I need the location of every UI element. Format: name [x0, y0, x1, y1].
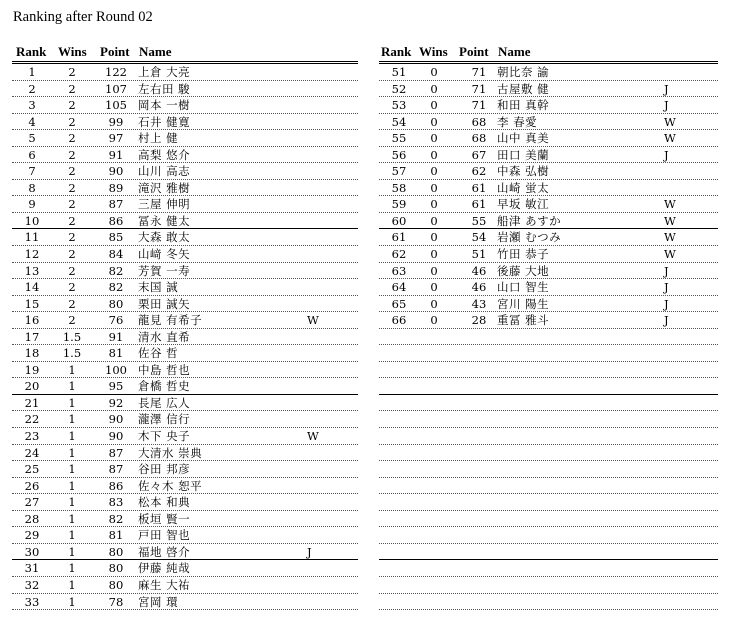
wins-cell: 2	[68, 263, 76, 278]
flag-cell: W	[307, 429, 319, 444]
name-cell: 田口 美蘭	[497, 147, 550, 162]
wins-cell: 1	[68, 445, 76, 460]
wins-cell: 1	[68, 478, 76, 493]
header-wins: Wins	[58, 44, 87, 59]
point-cell: 99	[108, 114, 124, 129]
wins-cell: 0	[430, 98, 438, 113]
wins-cell: 1	[68, 528, 76, 543]
rank-cell: 18	[24, 346, 40, 361]
rank-cell: 12	[24, 247, 40, 262]
rank-cell: 64	[391, 280, 407, 295]
rank-cell: 8	[28, 180, 36, 195]
name-cell: 伊藤 純哉	[138, 561, 191, 576]
point-cell: 71	[471, 65, 487, 79]
table-row	[379, 180, 718, 197]
point-cell: 71	[471, 81, 487, 96]
point-cell: 90	[108, 164, 124, 179]
wins-cell: 1	[68, 379, 76, 394]
wins-cell: 0	[430, 247, 438, 262]
name-cell: 山中 真美	[497, 131, 550, 146]
wins-cell: 2	[68, 98, 76, 113]
flag-cell: W	[307, 313, 319, 328]
table-row	[12, 163, 358, 180]
point-cell: 46	[471, 263, 487, 278]
wins-cell: 0	[430, 164, 438, 179]
wins-cell: 0	[430, 65, 438, 79]
wins-cell: 0	[430, 213, 438, 228]
flag-cell: J	[307, 544, 312, 559]
point-cell: 86	[108, 478, 124, 493]
point-cell: 82	[108, 263, 124, 278]
name-cell: 古屋敷 健	[497, 81, 550, 96]
name-cell: 滝沢 雅樹	[138, 180, 191, 195]
point-cell: 80	[108, 544, 124, 559]
flag-cell: W	[664, 213, 676, 228]
table-row	[12, 544, 358, 561]
point-cell: 68	[471, 114, 487, 129]
table-row	[379, 577, 718, 594]
table-row	[379, 296, 718, 313]
table-row	[12, 329, 358, 346]
rank-cell: 66	[391, 313, 407, 328]
table-row	[12, 345, 358, 362]
point-cell: 54	[471, 230, 487, 245]
point-cell: 28	[471, 313, 487, 328]
point-cell: 122	[105, 65, 127, 79]
rank-cell: 63	[391, 263, 407, 278]
flag-cell: W	[664, 247, 676, 262]
name-cell: 芳賀 一寿	[138, 263, 191, 278]
wins-cell: 0	[430, 313, 438, 328]
flag-cell: J	[664, 296, 669, 311]
rank-cell: 65	[391, 296, 407, 311]
rank-cell: 7	[28, 164, 36, 179]
rank-cell: 17	[24, 329, 40, 344]
name-cell: 谷田 邦彦	[138, 462, 191, 477]
table-row	[379, 196, 718, 213]
wins-cell: 0	[430, 296, 438, 311]
wins-cell: 1.5	[62, 346, 82, 361]
name-cell: 左右田 駿	[138, 81, 191, 96]
rank-cell: 60	[391, 213, 407, 228]
table-row	[12, 81, 358, 98]
point-cell: 87	[108, 445, 124, 460]
table-row	[12, 130, 358, 147]
table-row	[12, 312, 358, 329]
point-cell: 61	[471, 197, 487, 212]
flag-cell: W	[664, 131, 676, 146]
table-row	[379, 97, 718, 114]
point-cell: 62	[471, 164, 487, 179]
wins-cell: 0	[430, 131, 438, 146]
name-cell: 佐々木 恕平	[138, 478, 203, 493]
table-row	[12, 527, 358, 544]
table-row	[12, 594, 358, 611]
rank-cell: 10	[24, 213, 40, 228]
name-cell: 岩瀬 むつみ	[497, 230, 562, 245]
rank-cell: 57	[391, 164, 407, 179]
ranking-table-left	[12, 44, 358, 610]
name-cell: 龍見 有希子	[138, 313, 203, 328]
name-cell: 石井 健寛	[138, 114, 191, 129]
table-row	[379, 461, 718, 478]
table-row	[379, 362, 718, 379]
rank-cell: 16	[24, 313, 40, 328]
rank-cell: 4	[28, 114, 36, 129]
wins-cell: 2	[68, 180, 76, 195]
rank-cell: 14	[24, 280, 40, 295]
table-row	[12, 362, 358, 379]
name-cell: 宮岡 環	[138, 594, 179, 609]
name-cell: 長尾 広人	[138, 395, 191, 410]
table-row	[379, 130, 718, 147]
table-row	[12, 97, 358, 114]
table-body	[379, 64, 718, 610]
wins-cell: 2	[68, 247, 76, 262]
rank-cell: 9	[28, 197, 36, 212]
wins-cell: 1	[68, 577, 76, 592]
wins-cell: 1	[68, 412, 76, 427]
point-cell: 71	[471, 98, 487, 113]
table-row	[379, 64, 718, 81]
rank-cell: 15	[24, 296, 40, 311]
name-cell: 戸田 智也	[138, 528, 191, 543]
name-cell: 朝比奈 諭	[497, 65, 550, 79]
rank-cell: 51	[391, 65, 407, 79]
name-cell: 李 春愛	[497, 114, 538, 129]
name-cell: 山川 高志	[138, 164, 191, 179]
name-cell: 大清水 崇典	[138, 445, 203, 460]
wins-cell: 2	[68, 147, 76, 162]
name-cell: 船津 あすか	[497, 213, 562, 228]
table-row	[379, 395, 718, 412]
point-cell: 86	[108, 213, 124, 228]
name-cell: 高梨 悠介	[138, 147, 191, 162]
table-row	[379, 378, 718, 395]
wins-cell: 0	[430, 114, 438, 129]
name-cell: 三屋 伸明	[138, 197, 191, 212]
point-cell: 81	[108, 528, 124, 543]
name-cell: 松本 和典	[138, 495, 191, 510]
point-cell: 55	[471, 213, 487, 228]
wins-cell: 1	[68, 511, 76, 526]
flag-cell: J	[664, 98, 669, 113]
table-row	[379, 163, 718, 180]
point-cell: 78	[108, 594, 124, 609]
table-row	[12, 378, 358, 395]
wins-cell: 2	[68, 164, 76, 179]
name-cell: 山口 智生	[497, 280, 550, 295]
name-cell: 大森 敢太	[138, 230, 191, 245]
header-rank: Rank	[16, 44, 47, 59]
wins-cell: 2	[68, 81, 76, 96]
table-row	[379, 147, 718, 164]
rank-cell: 59	[391, 197, 407, 212]
table-row	[379, 246, 718, 263]
point-cell: 107	[105, 81, 127, 96]
wins-cell: 2	[68, 213, 76, 228]
wins-cell: 0	[430, 280, 438, 295]
table-row	[379, 114, 718, 131]
point-cell: 87	[108, 462, 124, 477]
point-cell: 89	[108, 180, 124, 195]
table-row	[12, 114, 358, 131]
point-cell: 90	[108, 429, 124, 444]
point-cell: 100	[105, 362, 127, 377]
rank-cell: 27	[24, 495, 40, 510]
wins-cell: 1	[68, 395, 76, 410]
point-cell: 95	[108, 379, 124, 394]
wins-cell: 2	[68, 230, 76, 245]
wins-cell: 0	[430, 81, 438, 96]
wins-cell: 0	[430, 147, 438, 162]
wins-cell: 0	[430, 197, 438, 212]
wins-cell: 2	[68, 65, 76, 79]
point-cell: 68	[471, 131, 487, 146]
rank-cell: 58	[391, 180, 407, 195]
rank-cell: 11	[24, 230, 40, 245]
table-row	[12, 296, 358, 313]
wins-cell: 1	[68, 429, 76, 444]
table-row	[12, 229, 358, 246]
name-cell: 麻生 大祐	[138, 577, 191, 592]
rank-cell: 55	[391, 131, 407, 146]
rank-cell: 28	[24, 511, 40, 526]
point-cell: 43	[471, 296, 487, 311]
wins-cell: 2	[68, 197, 76, 212]
wins-cell: 1	[68, 362, 76, 377]
wins-cell: 2	[68, 296, 76, 311]
table-row	[12, 246, 358, 263]
name-cell: 中島 哲也	[138, 362, 191, 377]
name-cell: 山﨑 冬矢	[138, 247, 191, 262]
table-row	[12, 428, 358, 445]
table-row	[12, 196, 358, 213]
table-row	[379, 81, 718, 98]
rank-cell: 29	[24, 528, 40, 543]
wins-cell: 1	[68, 561, 76, 576]
table-row	[379, 594, 718, 611]
rank-cell: 23	[24, 429, 40, 444]
table-row	[379, 527, 718, 544]
rank-cell: 22	[24, 412, 40, 427]
rank-cell: 56	[391, 147, 407, 162]
name-cell: 岡本 一樹	[138, 98, 191, 113]
rank-cell: 33	[24, 594, 40, 609]
rank-cell: 6	[28, 147, 36, 162]
table-row	[379, 544, 718, 561]
name-cell: 竹田 恭子	[497, 247, 550, 262]
header-name: Name	[139, 44, 172, 59]
table-row	[379, 312, 718, 329]
table-row	[379, 329, 718, 346]
point-cell: 46	[471, 280, 487, 295]
point-cell: 84	[108, 247, 124, 262]
name-cell: 木下 央子	[138, 429, 191, 444]
table-body	[12, 64, 358, 610]
point-cell: 61	[471, 180, 487, 195]
rank-cell: 24	[24, 445, 40, 460]
table-row	[12, 263, 358, 280]
wins-cell: 1.5	[62, 329, 82, 344]
header-name: Name	[498, 44, 531, 59]
wins-cell: 2	[68, 280, 76, 295]
wins-cell: 0	[430, 263, 438, 278]
page-title: Ranking after Round 02	[13, 9, 153, 25]
point-cell: 81	[108, 346, 124, 361]
flag-cell: W	[664, 197, 676, 212]
table-row	[12, 147, 358, 164]
wins-cell: 0	[430, 230, 438, 245]
name-cell: 冨永 健太	[138, 213, 191, 228]
ranking-table-right	[379, 44, 718, 610]
table-row	[12, 560, 358, 577]
rank-cell: 31	[24, 561, 40, 576]
flag-cell: J	[664, 263, 669, 278]
rank-cell: 13	[24, 263, 40, 278]
table-row	[379, 560, 718, 577]
table-row	[379, 345, 718, 362]
name-cell: 倉橋 哲史	[138, 379, 191, 394]
header-point: Point	[100, 44, 130, 59]
point-cell: 82	[108, 280, 124, 295]
rank-cell: 30	[24, 544, 40, 559]
name-cell: 福地 啓介	[138, 544, 191, 559]
table-row	[379, 411, 718, 428]
point-cell: 80	[108, 577, 124, 592]
flag-cell: W	[664, 230, 676, 245]
header-rank: Rank	[381, 44, 412, 59]
name-cell: 清水 直希	[138, 329, 191, 344]
point-cell: 91	[108, 147, 124, 162]
point-cell: 97	[108, 131, 124, 146]
point-cell: 82	[108, 511, 124, 526]
table-row	[12, 494, 358, 511]
rank-cell: 52	[391, 81, 407, 96]
wins-cell: 0	[430, 180, 438, 195]
rank-cell: 1	[28, 65, 36, 79]
table-row	[379, 511, 718, 528]
name-cell: 重冨 雅斗	[497, 313, 550, 328]
table-row	[379, 478, 718, 495]
rank-cell: 62	[391, 247, 407, 262]
point-cell: 76	[108, 313, 124, 328]
table-row	[12, 411, 358, 428]
wins-cell: 1	[68, 462, 76, 477]
table-row	[379, 279, 718, 296]
wins-cell: 2	[68, 114, 76, 129]
point-cell: 85	[108, 230, 124, 245]
name-cell: 上倉 大亮	[138, 65, 191, 79]
flag-cell: J	[664, 147, 669, 162]
flag-cell: J	[664, 280, 669, 295]
point-cell: 91	[108, 329, 124, 344]
point-cell: 80	[108, 296, 124, 311]
table-row	[379, 428, 718, 445]
name-cell: 佐谷 哲	[138, 346, 179, 361]
flag-cell: J	[664, 81, 669, 96]
rank-cell: 26	[24, 478, 40, 493]
name-cell: 瀧澤 信行	[138, 412, 191, 427]
table-row	[12, 461, 358, 478]
table-header	[379, 44, 718, 60]
rank-cell: 2	[28, 81, 36, 96]
name-cell: 山崎 蛍太	[497, 180, 550, 195]
point-cell: 92	[108, 395, 124, 410]
name-cell: 和田 真幹	[497, 98, 550, 113]
rank-cell: 54	[391, 114, 407, 129]
table-row	[12, 445, 358, 462]
rank-cell: 20	[24, 379, 40, 394]
table-row	[379, 213, 718, 230]
rank-cell: 19	[24, 362, 40, 377]
name-cell: 早坂 敏江	[497, 197, 550, 212]
rank-cell: 53	[391, 98, 407, 113]
flag-cell: J	[664, 313, 669, 328]
flag-cell: W	[664, 114, 676, 129]
table-row	[379, 445, 718, 462]
wins-cell: 1	[68, 594, 76, 609]
table-row	[379, 263, 718, 280]
table-row	[12, 279, 358, 296]
rank-cell: 25	[24, 462, 40, 477]
wins-cell: 1	[68, 544, 76, 559]
table-row	[12, 511, 358, 528]
wins-cell: 2	[68, 313, 76, 328]
table-row	[12, 64, 358, 81]
name-cell: 中森 弘樹	[497, 164, 550, 179]
wins-cell: 1	[68, 495, 76, 510]
rank-cell: 32	[24, 577, 40, 592]
name-cell: 村上 健	[138, 131, 179, 146]
point-cell: 51	[471, 247, 487, 262]
rank-cell: 21	[24, 395, 40, 410]
table-row	[12, 395, 358, 412]
point-cell: 83	[108, 495, 124, 510]
name-cell: 板垣 賢一	[138, 511, 191, 526]
name-cell: 栗田 誠矢	[138, 296, 191, 311]
table-row	[379, 229, 718, 246]
point-cell: 80	[108, 561, 124, 576]
rank-cell: 5	[28, 131, 36, 146]
point-cell: 87	[108, 197, 124, 212]
name-cell: 末国 誠	[138, 280, 179, 295]
table-row	[12, 180, 358, 197]
table-row	[12, 478, 358, 495]
point-cell: 67	[471, 147, 487, 162]
header-wins: Wins	[419, 44, 448, 59]
wins-cell: 2	[68, 131, 76, 146]
point-cell: 105	[105, 98, 127, 113]
rank-cell: 3	[28, 98, 36, 113]
table-header	[12, 44, 358, 60]
header-point: Point	[459, 44, 489, 59]
table-row	[12, 213, 358, 230]
rank-cell: 61	[391, 230, 407, 245]
point-cell: 90	[108, 412, 124, 427]
table-row	[379, 494, 718, 511]
name-cell: 後藤 大地	[497, 263, 550, 278]
table-row	[12, 577, 358, 594]
name-cell: 宮川 陽生	[497, 296, 550, 311]
